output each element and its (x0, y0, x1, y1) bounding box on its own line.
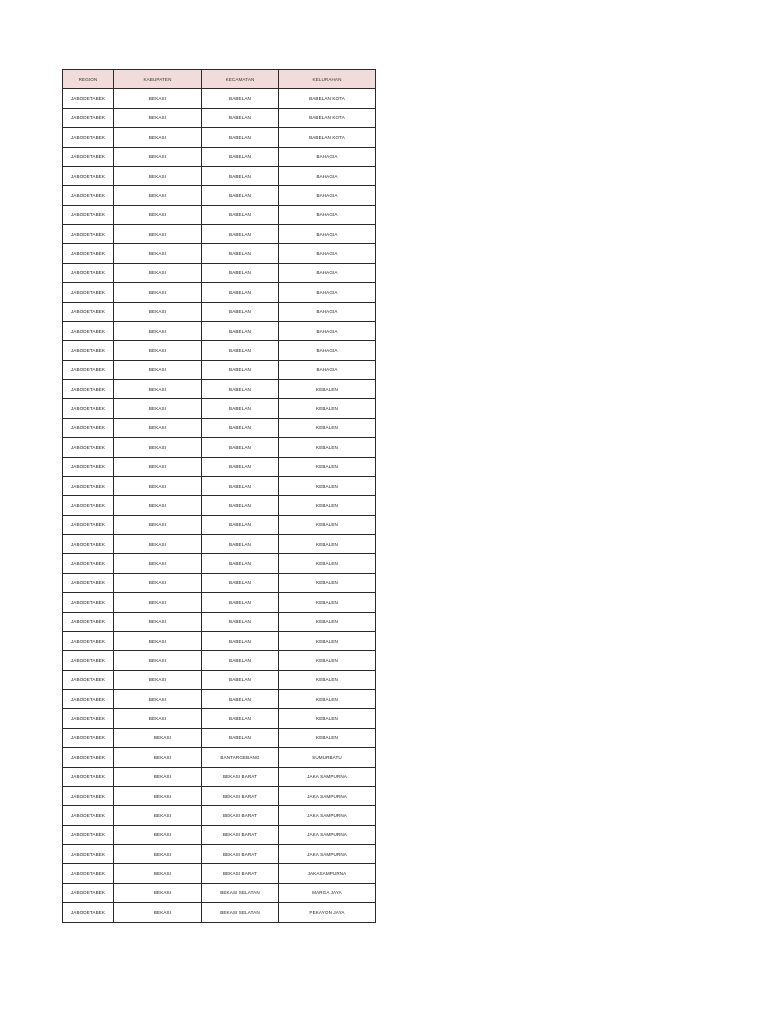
region-cell: JABODETABEK (63, 186, 114, 205)
table-row (63, 457, 376, 476)
kabupaten-cell: BEKASI (114, 438, 202, 457)
region-cell: JABODETABEK (63, 399, 114, 418)
kelurahan-cell: BABELAN KOTA (279, 108, 376, 127)
table-row (63, 360, 376, 379)
kecamatan-cell: BABELAN (202, 283, 279, 302)
region-cell: JABODETABEK (63, 205, 114, 224)
kecamatan-cell: BABELAN (202, 380, 279, 399)
table-row (63, 515, 376, 534)
kabupaten-cell: BEKASI (114, 128, 202, 147)
table-row (63, 380, 376, 399)
table-row (63, 786, 376, 805)
kecamatan-cell: BABELAN (202, 108, 279, 127)
kabupaten-cell: BEKASI (114, 515, 202, 534)
kabupaten-cell: BEKASI (114, 341, 202, 360)
kecamatan-cell: BABELAN (202, 263, 279, 282)
region-cell: JABODETABEK (63, 128, 114, 147)
kelurahan-cell: JAKA SAMPURNA (279, 806, 376, 825)
kecamatan-cell: BEKASI BARAT (202, 806, 279, 825)
region-cell: JABODETABEK (63, 321, 114, 340)
region-cell: JABODETABEK (63, 728, 114, 747)
table-row (63, 573, 376, 592)
region-cell: JABODETABEK (63, 651, 114, 670)
table-row (63, 651, 376, 670)
kabupaten-cell: BEKASI (114, 806, 202, 825)
region-cell: JABODETABEK (63, 515, 114, 534)
table-row (63, 612, 376, 631)
kabupaten-cell: BEKASI (114, 631, 202, 650)
kecamatan-cell: BABELAN (202, 593, 279, 612)
region-cell: JABODETABEK (63, 108, 114, 127)
kelurahan-cell: JAKA SAMPURNA (279, 767, 376, 786)
region-cell: JABODETABEK (63, 845, 114, 864)
region-cell: JABODETABEK (63, 438, 114, 457)
kabupaten-cell: BEKASI (114, 496, 202, 515)
kelurahan-cell: PEKAYON JAYA (279, 903, 376, 922)
kecamatan-cell: BABELAN (202, 573, 279, 592)
region-cell: JABODETABEK (63, 767, 114, 786)
region-cell: JABODETABEK (63, 864, 114, 883)
kecamatan-cell: BABELAN (202, 438, 279, 457)
kecamatan-cell: BABELAN (202, 147, 279, 166)
table-row (63, 341, 376, 360)
kecamatan-cell: BEKASI SELATAN (202, 903, 279, 922)
kecamatan-cell: BABELAN (202, 89, 279, 108)
kelurahan-cell: BAHAGIA (279, 147, 376, 166)
kelurahan-cell: BAHAGIA (279, 263, 376, 282)
kabupaten-cell: BEKASI (114, 690, 202, 709)
kelurahan-cell: JAKA SAMPURNA (279, 786, 376, 805)
kecamatan-cell: BEKASI BARAT (202, 825, 279, 844)
table-row (63, 244, 376, 263)
region-cell: JABODETABEK (63, 903, 114, 922)
region-cell: JABODETABEK (63, 476, 114, 495)
kabupaten-cell: BEKASI (114, 593, 202, 612)
kelurahan-cell: KEBALEN (279, 399, 376, 418)
kabupaten-cell: BEKASI (114, 883, 202, 902)
region-cell: JABODETABEK (63, 380, 114, 399)
kabupaten-cell: BEKASI (114, 748, 202, 767)
table-row (63, 418, 376, 437)
data-table (62, 69, 376, 923)
kabupaten-cell: BEKASI (114, 263, 202, 282)
spreadsheet-page (62, 69, 375, 923)
kelurahan-cell: BAHAGIA (279, 225, 376, 244)
kecamatan-cell: BEKASI BARAT (202, 767, 279, 786)
kabupaten-cell: BEKASI (114, 573, 202, 592)
kabupaten-cell: BEKASI (114, 651, 202, 670)
region-cell: JABODETABEK (63, 670, 114, 689)
kabupaten-cell: BEKASI (114, 709, 202, 728)
table-row (63, 670, 376, 689)
region-cell: JABODETABEK (63, 263, 114, 282)
region-cell: JABODETABEK (63, 166, 114, 185)
kelurahan-cell: BAHAGIA (279, 283, 376, 302)
kelurahan-cell: BAHAGIA (279, 205, 376, 224)
region-cell: JABODETABEK (63, 302, 114, 321)
table-row (63, 690, 376, 709)
region-cell: JABODETABEK (63, 418, 114, 437)
region-cell: JABODETABEK (63, 825, 114, 844)
region-cell: JABODETABEK (63, 283, 114, 302)
kecamatan-cell: BABELAN (202, 670, 279, 689)
kabupaten-cell: BEKASI (114, 786, 202, 805)
kelurahan-cell: KEBALEN (279, 670, 376, 689)
region-cell: JABODETABEK (63, 593, 114, 612)
kabupaten-cell: BEKASI (114, 864, 202, 883)
table-row (63, 806, 376, 825)
region-cell: JABODETABEK (63, 147, 114, 166)
region-cell: JABODETABEK (63, 244, 114, 263)
table-row (63, 496, 376, 515)
region-cell: JABODETABEK (63, 535, 114, 554)
kecamatan-cell: BABELAN (202, 418, 279, 437)
table-row (63, 709, 376, 728)
table-row (63, 186, 376, 205)
region-cell: JABODETABEK (63, 341, 114, 360)
table-row (63, 263, 376, 282)
kecamatan-cell: BABELAN (202, 205, 279, 224)
kelurahan-cell: KEBALEN (279, 496, 376, 515)
kelurahan-cell: KEBALEN (279, 593, 376, 612)
kecamatan-cell: BABELAN (202, 709, 279, 728)
table-row (63, 728, 376, 747)
kecamatan-cell: BEKASI BARAT (202, 864, 279, 883)
table-row (63, 903, 376, 922)
kecamatan-cell: BEKASI BARAT (202, 845, 279, 864)
kabupaten-cell: BEKASI (114, 554, 202, 573)
table-row (63, 302, 376, 321)
table-row (63, 225, 376, 244)
kabupaten-cell: BEKASI (114, 205, 202, 224)
kabupaten-cell: BEKASI (114, 767, 202, 786)
region-cell: JABODETABEK (63, 631, 114, 650)
table-row (63, 147, 376, 166)
kelurahan-cell: MARGA JAYA (279, 883, 376, 902)
kelurahan-cell: KEBALEN (279, 573, 376, 592)
region-cell: JABODETABEK (63, 690, 114, 709)
kelurahan-cell: BAHAGIA (279, 244, 376, 263)
region-cell: JABODETABEK (63, 457, 114, 476)
table-row (63, 883, 376, 902)
table-row (63, 631, 376, 650)
region-cell: JABODETABEK (63, 554, 114, 573)
kelurahan-cell: SUMURBATU (279, 748, 376, 767)
kabupaten-cell: BEKASI (114, 380, 202, 399)
header-kecamatan: KECAMATAN (202, 70, 279, 89)
table-row (63, 166, 376, 185)
table-row (63, 767, 376, 786)
table-row (63, 864, 376, 883)
kecamatan-cell: BABELAN (202, 554, 279, 573)
table-row (63, 535, 376, 554)
region-cell: JABODETABEK (63, 225, 114, 244)
kabupaten-cell: BEKASI (114, 166, 202, 185)
kabupaten-cell: BEKASI (114, 108, 202, 127)
table-row (63, 128, 376, 147)
header-row (63, 70, 376, 89)
kecamatan-cell: BABELAN (202, 321, 279, 340)
kelurahan-cell: KEBALEN (279, 535, 376, 554)
table-row (63, 845, 376, 864)
kecamatan-cell: BABELAN (202, 341, 279, 360)
header-region: REGION (63, 70, 114, 89)
kabupaten-cell: BEKASI (114, 418, 202, 437)
table-row (63, 748, 376, 767)
kecamatan-cell: BABELAN (202, 515, 279, 534)
kabupaten-cell: BEKASI (114, 476, 202, 495)
kabupaten-cell: BEKASI (114, 360, 202, 379)
kabupaten-cell: BEKASI (114, 283, 202, 302)
region-cell: JABODETABEK (63, 496, 114, 515)
kabupaten-cell: BEKASI (114, 186, 202, 205)
kabupaten-cell: BEKASI (114, 845, 202, 864)
kelurahan-cell: BAHAGIA (279, 186, 376, 205)
kabupaten-cell: BEKASI (114, 535, 202, 554)
kabupaten-cell: BEKASI (114, 147, 202, 166)
kelurahan-cell: KEBALEN (279, 728, 376, 747)
header-kelurahan: KELURAHAN (279, 70, 376, 89)
kecamatan-cell: BABELAN (202, 128, 279, 147)
kabupaten-cell: BEKASI (114, 225, 202, 244)
kecamatan-cell: BABELAN (202, 690, 279, 709)
table-row (63, 399, 376, 418)
kabupaten-cell: BEKASI (114, 825, 202, 844)
kecamatan-cell: BABELAN (202, 728, 279, 747)
kecamatan-cell: BABELAN (202, 186, 279, 205)
kecamatan-cell: BABELAN (202, 496, 279, 515)
region-cell: JABODETABEK (63, 806, 114, 825)
kecamatan-cell: BABELAN (202, 457, 279, 476)
kecamatan-cell: BABELAN (202, 302, 279, 321)
table-row (63, 438, 376, 457)
kelurahan-cell: KEBALEN (279, 476, 376, 495)
kecamatan-cell: BABELAN (202, 360, 279, 379)
kelurahan-cell: JAKA SAMPURNA (279, 845, 376, 864)
region-cell: JABODETABEK (63, 709, 114, 728)
region-cell: JABODETABEK (63, 883, 114, 902)
kabupaten-cell: BEKASI (114, 612, 202, 631)
region-cell: JABODETABEK (63, 786, 114, 805)
kelurahan-cell: KEBALEN (279, 554, 376, 573)
table-row (63, 476, 376, 495)
kabupaten-cell: BEKASI (114, 321, 202, 340)
kelurahan-cell: KEBALEN (279, 438, 376, 457)
kelurahan-cell: KEBALEN (279, 651, 376, 670)
table-row (63, 283, 376, 302)
kabupaten-cell: BEKASI (114, 302, 202, 321)
kelurahan-cell: BABELAN KOTA (279, 128, 376, 147)
kabupaten-cell: BEKASI (114, 903, 202, 922)
kelurahan-cell: KEBALEN (279, 631, 376, 650)
kabupaten-cell: BEKASI (114, 670, 202, 689)
kecamatan-cell: BABELAN (202, 244, 279, 263)
table-row (63, 825, 376, 844)
kecamatan-cell: BABELAN (202, 612, 279, 631)
kelurahan-cell: BAHAGIA (279, 321, 376, 340)
kecamatan-cell: BEKASI BARAT (202, 786, 279, 805)
kelurahan-cell: BAHAGIA (279, 302, 376, 321)
kelurahan-cell: KEBALEN (279, 515, 376, 534)
kecamatan-cell: BABELAN (202, 631, 279, 650)
kelurahan-cell: BAHAGIA (279, 360, 376, 379)
table-row (63, 321, 376, 340)
kelurahan-cell: BAHAGIA (279, 166, 376, 185)
kelurahan-cell: KEBALEN (279, 457, 376, 476)
kabupaten-cell: BEKASI (114, 399, 202, 418)
region-cell: JABODETABEK (63, 612, 114, 631)
kelurahan-cell: BAHAGIA (279, 341, 376, 360)
header-kabupaten: KABUPATEN (114, 70, 202, 89)
kabupaten-cell: BEKASI (114, 89, 202, 108)
kecamatan-cell: BABELAN (202, 166, 279, 185)
kecamatan-cell: BANTARGEBANG (202, 748, 279, 767)
region-cell: JABODETABEK (63, 89, 114, 108)
table-row (63, 554, 376, 573)
kabupaten-cell: BEKASI (114, 244, 202, 263)
kecamatan-cell: BABELAN (202, 535, 279, 554)
kelurahan-cell: KEBALEN (279, 690, 376, 709)
region-cell: JABODETABEK (63, 360, 114, 379)
region-cell: JABODETABEK (63, 573, 114, 592)
kabupaten-cell: BEKASI (114, 457, 202, 476)
kecamatan-cell: BABELAN (202, 476, 279, 495)
kelurahan-cell: KEBALEN (279, 709, 376, 728)
table-row (63, 205, 376, 224)
kabupaten-cell: BEKASI (114, 728, 202, 747)
kelurahan-cell: KEBALEN (279, 612, 376, 631)
kecamatan-cell: BEKASI SELATAN (202, 883, 279, 902)
kelurahan-cell: BABELAN KOTA (279, 89, 376, 108)
table-row (63, 593, 376, 612)
kelurahan-cell: JAKA SAMPURNA (279, 825, 376, 844)
kelurahan-cell: KEBALEN (279, 418, 376, 437)
table-row (63, 108, 376, 127)
table-row (63, 89, 376, 108)
table-body (63, 89, 376, 922)
kecamatan-cell: BABELAN (202, 399, 279, 418)
region-cell: JABODETABEK (63, 748, 114, 767)
kecamatan-cell: BABELAN (202, 225, 279, 244)
kecamatan-cell: BABELAN (202, 651, 279, 670)
kelurahan-cell: KEBALEN (279, 380, 376, 399)
kelurahan-cell: JAKASAMPURNA (279, 864, 376, 883)
